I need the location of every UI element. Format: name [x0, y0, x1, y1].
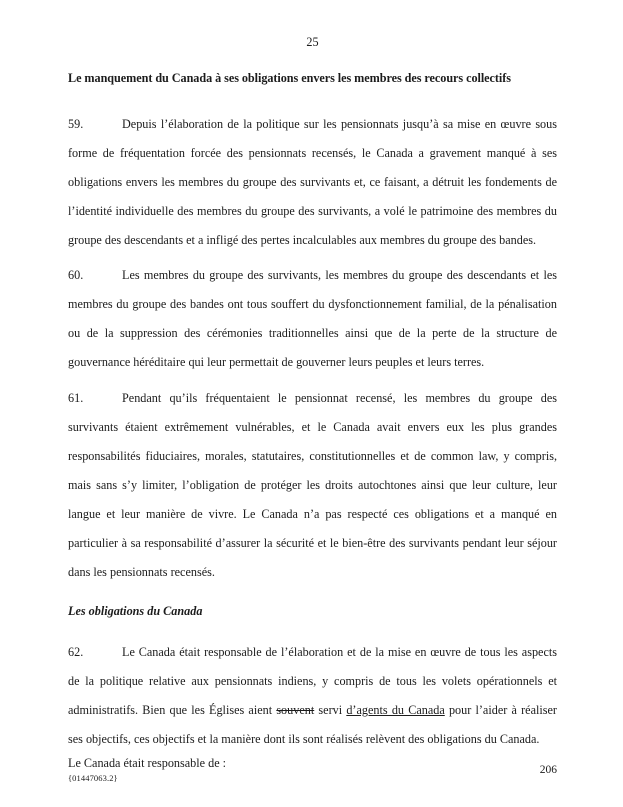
subheading-obligations: Les obligations du Canada — [68, 604, 203, 618]
paragraph-62-number: 62. — [68, 645, 84, 659]
paragraph-60 — [68, 261, 557, 377]
paragraph-61-text: Pendant qu’ils fréquentaient le pensionnat recensé, les membres du groupe des survivants étaient extrêmement vulnérables, et le Canada avait envers eux les plus grandes responsabilités fiduciaires, morales, statutaires, constitutionnelles et de common law, y compris, mais sans s’y limiter, l’obligation de protéger les droits autochtones ainsi que leur culture, leur langue et leur manière de vivre. Le Canada n’a pas respecté ces obligations et a manqué en particulier à sa responsabilité d’assurer la sécurité et le bien-être des survivants pendant leur séjour dans les pensionnats recensés. — [68, 391, 557, 579]
paragraph-60-text: Les membres du groupe des survivants, les membres du groupe des descendants et les membres du groupe des bandes ont tous souffert du dysfonctionnement familial, de la pénalisation ou de la suppression des cérémonies traditionnelles ainsi que de la perte de la structure de gouvernance héréditaire qui leur permettait de gouverner leurs peuples et leurs terres. — [68, 268, 557, 369]
paragraph-59-text: Depuis l’élaboration de la politique sur les pensionnats jusqu’à sa mise en œuvre sous forme de fréquentation forcée des pensionnats recensés, le Canada a gravement manqué à ses obligations envers les membres du groupe des survivants et, ce faisant, a détruit les fondements de l’identité individuelle des membres du groupe des survivants, a volé le patrimoine des membres du groupe des descendants et a infligé des pertes incalculables aux membres du groupe des bandes. — [68, 117, 557, 247]
inserted-underlined-text: d’agents du Canada — [346, 703, 445, 717]
paragraph-59-number: 59. — [68, 117, 84, 131]
paragraph-61 — [68, 384, 557, 587]
page-number-bottom: 206 — [539, 764, 557, 776]
page-number-top: 25 — [306, 35, 319, 49]
main-heading: Le manquement du Canada à ses obligations envers les membres des recours collectifs — [68, 71, 511, 85]
paragraph-59 — [68, 110, 557, 255]
document-id-stamp: {01447063.2} — [68, 773, 118, 783]
paragraph-62-text-after: pour l’aider à réaliser ses objectifs, ces objectifs et la manière dont ils sont réalisés relèvent des obligations du Canada. — [68, 703, 557, 746]
paragraph-62-text-before: Le Canada était responsable de l’élaboration et de la mise en œuvre de tous les aspects de la politique relative aux pensionnats indiens, y compris de tous les volets opérationnels et administratifs. Bien que les Églises aient — [68, 645, 557, 717]
paragraph-61-number: 61. — [68, 391, 84, 405]
strikethrough-text: souvent — [276, 703, 315, 717]
paragraph-62 — [68, 638, 557, 754]
closing-line: Le Canada était responsable de : — [68, 756, 227, 770]
paragraph-62-text-between: servi — [314, 703, 347, 717]
paragraph-60-number: 60. — [68, 268, 84, 282]
